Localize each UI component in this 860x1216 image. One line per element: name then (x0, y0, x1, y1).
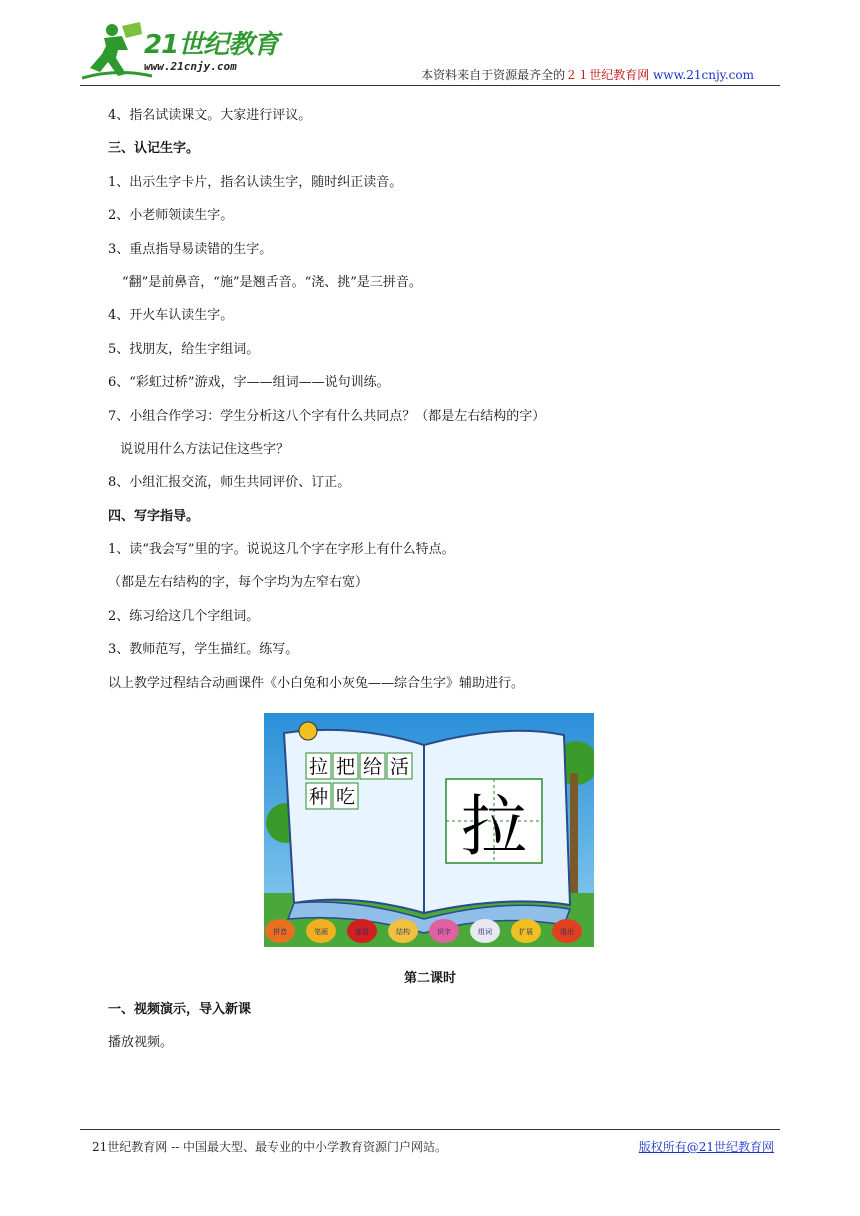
logo-url: www.21cnjy.com (144, 60, 237, 73)
text-line: 4、开火车认读生字。 (108, 308, 234, 324)
text-line: 3、教师范写，学生描红。练写。 (108, 642, 299, 658)
section-caption: 第二课时 (403, 971, 456, 986)
text-line: 1、读“我会写”里的字。说说这几个字在字形上有什么特点。 (108, 542, 455, 558)
text-line: 3、重点指导易读错的生字。 (108, 241, 273, 257)
footer-text: 21世纪教育网 -- 中国最大型、最专业的中小学教育资源门户网站。 (92, 1140, 448, 1154)
courseware-button-label: 组词 (478, 928, 492, 936)
lesson-body-2 (108, 1000, 251, 1066)
char-label: 把 (335, 756, 356, 778)
text-line: 7、小组合作学习：学生分析这八个字有什么共同点？（都是左右结构的字） (108, 408, 546, 424)
courseware-button-label: 拼音 (273, 928, 287, 936)
text-line: 2、小老师领读生字。 (108, 208, 234, 224)
copyright-link[interactable]: 版权所有@21世纪教育网 (638, 1140, 774, 1154)
char-label: 活 (389, 756, 410, 778)
header-divider (80, 85, 780, 86)
text-line: 8、小组汇报交流，师生共同评价、订正。 (108, 475, 351, 491)
courseware-button-label: 笔画 (314, 928, 328, 936)
courseware-button-label: 结构 (396, 928, 410, 936)
text-line: “翻”是前鼻音，“施”是翘舌音。“浇、挑”是三拼音。 (122, 274, 422, 290)
courseware-button-label: 识字 (437, 928, 451, 936)
char-label: 拉 (308, 756, 329, 778)
header-note-prefix: 本资料来自于资源最齐全的 (421, 68, 566, 82)
runner-logo-icon (82, 20, 152, 82)
section-heading: 四、写字指导。 (108, 508, 200, 524)
section-heading: 三、认记生字。 (108, 141, 200, 157)
header-note (421, 66, 754, 83)
courseware-illustration (264, 713, 594, 947)
text-line: 说说用什么方法记住这些字？ (120, 441, 290, 457)
section-heading: 一、视频演示，导入新课 (108, 1002, 252, 1017)
site-logo (82, 20, 282, 82)
big-character: 拉 (461, 788, 527, 865)
courseware-button-label: 部首 (355, 928, 369, 936)
logo-text: 21世纪教育 (144, 30, 279, 60)
footer-divider (80, 1129, 780, 1130)
text-line: 以上教学过程结合动画课件《小白兔和小灰兔——综合生字》辅助进行。 (108, 675, 525, 691)
text-line: 1、出示生字卡片，指名认读生字，随时纠正读音。 (108, 174, 403, 190)
courseware-image (264, 713, 594, 947)
text-line: 5、找朋友，给生字组词。 (108, 341, 260, 357)
header-note-site[interactable]: ２１世纪教育网 (565, 68, 650, 82)
text-line: （都是左右结构的字，每个字均为左窄右宽） (108, 575, 369, 591)
char-label: 给 (362, 756, 383, 778)
lesson-body (108, 106, 778, 707)
char-label: 吃 (335, 786, 356, 808)
text-line: 6、“彩虹过桥”游戏，字——组词——说句训练。 (108, 375, 390, 391)
text-line: 4、指名试读课文。大家进行评议。 (108, 108, 312, 123)
text-line: 2、练习给这几个字组词。 (108, 608, 260, 624)
header-note-url[interactable]: www.21cnjy.com (653, 68, 754, 82)
courseware-button-label: 退出 (560, 928, 574, 936)
courseware-button-label: 扩展 (519, 928, 533, 936)
char-label: 种 (308, 786, 329, 808)
text-line: 播放视频。 (108, 1035, 174, 1050)
